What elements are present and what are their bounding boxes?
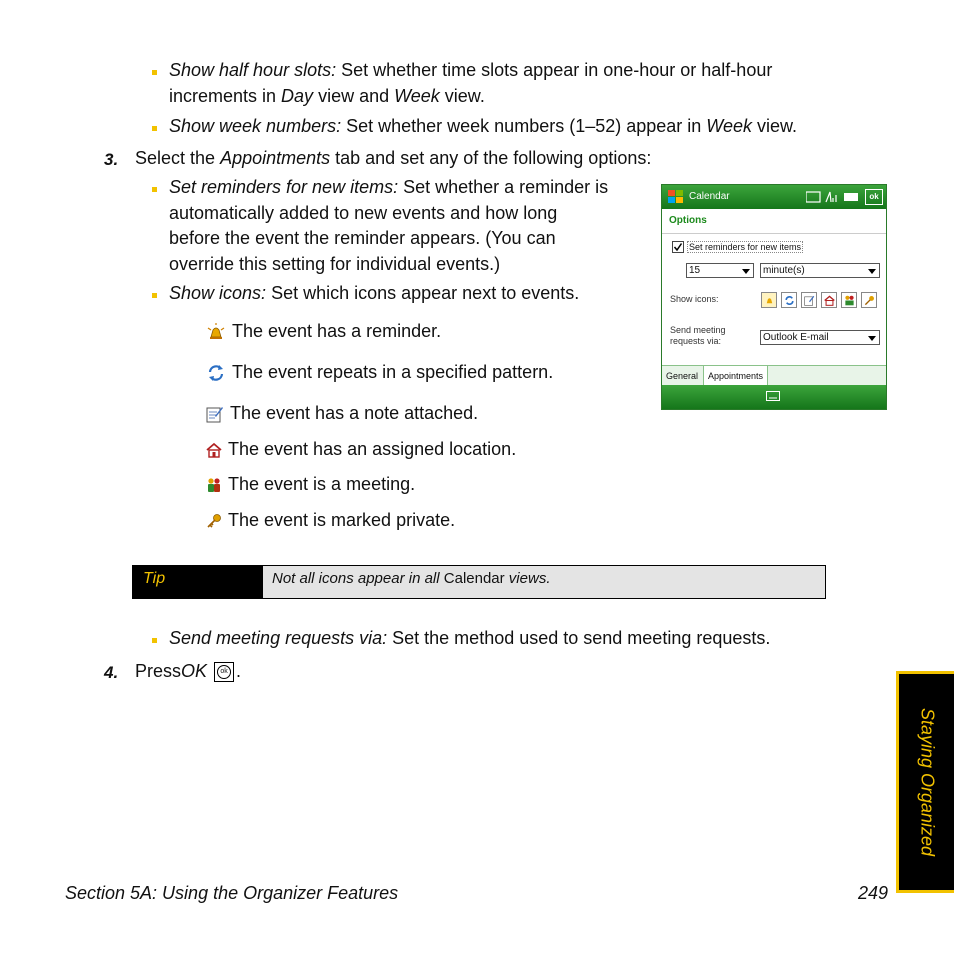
- meeting-people-icon: [844, 295, 855, 306]
- toggle-recurring-icon[interactable]: [781, 292, 797, 308]
- private-key-icon: [864, 295, 875, 306]
- icon-row-reminder: The event has a reminder.: [206, 321, 441, 342]
- step-number: 3.: [104, 150, 119, 169]
- tip-text: Not all icons appear in all Calendar views.: [263, 566, 825, 598]
- location-house-icon: [824, 295, 835, 306]
- toggle-meeting-icon[interactable]: [841, 292, 857, 308]
- options-heading: Options: [669, 215, 707, 226]
- phone-tab-bar: [662, 365, 886, 386]
- step-number: 4.: [104, 663, 119, 682]
- chevron-down-icon: [868, 336, 876, 341]
- bullet-marker: [152, 638, 157, 643]
- section-side-tab: [896, 671, 954, 893]
- recurring-arrows-icon: [206, 363, 226, 383]
- icon-row-location: The event has an assigned location.: [206, 439, 516, 460]
- bullet-set-reminders: Set reminders for new items: Set whether a reminder is automatically added to new events and how long before the event the reminder appears. (You can override this setting for individual events.): [169, 177, 609, 274]
- reminder-bell-icon: [206, 322, 226, 342]
- step-4-text: Press OK ok .: [135, 661, 242, 681]
- icon-row-recurring: The event repeats in a specified pattern.: [206, 362, 553, 383]
- toggle-location-icon[interactable]: [821, 292, 837, 308]
- status-icons: [806, 191, 862, 203]
- calendar-options-screenshot: [661, 184, 887, 410]
- side-tab-label: Staying Organized: [917, 707, 937, 857]
- location-house-icon: [206, 442, 222, 458]
- toggle-private-icon[interactable]: [861, 292, 877, 308]
- bullet-marker: [152, 187, 157, 192]
- icon-row-meeting: The event is a meeting.: [206, 474, 415, 495]
- bullet-marker: [152, 126, 157, 131]
- phone-title: Calendar: [689, 191, 730, 202]
- tab-general[interactable]: General: [666, 371, 699, 381]
- show-icons-label: Show icons:: [670, 294, 719, 304]
- ok-button[interactable]: ok: [865, 189, 883, 205]
- icon-row-note: The event has a note attached.: [206, 403, 478, 424]
- tip-label: Tip: [133, 566, 263, 598]
- footer-section-title: Section 5A: Using the Organizer Features: [65, 883, 399, 903]
- set-reminders-checkbox[interactable]: [672, 241, 684, 253]
- toggle-note-icon[interactable]: [801, 292, 817, 308]
- tab-appointments[interactable]: Appointments: [703, 366, 768, 386]
- bullet-marker: [152, 70, 157, 75]
- ok-key-icon: ok: [214, 662, 234, 682]
- tip-box: [132, 565, 826, 599]
- icon-row-private: The event is marked private.: [206, 510, 455, 531]
- phone-bottom-bar: [662, 385, 886, 409]
- footer-page-number: 249: [858, 883, 889, 903]
- checkmark-icon: [673, 242, 683, 252]
- bullet-week-numbers: Show week numbers: Set whether week numbers (1–52) appear in Week view.: [169, 116, 798, 136]
- phone-title-bar: [662, 185, 886, 209]
- reminder-unit-select[interactable]: minute(s): [760, 263, 880, 278]
- note-icon: [804, 295, 815, 306]
- private-key-icon: [206, 513, 222, 529]
- divider: [662, 233, 886, 234]
- term: Show half hour slots:: [169, 60, 337, 80]
- bullet-half-hour-slots: Show half hour slots: Set whether time slots appear in one-hour or half-hour increments in Day view and Week view.: [169, 60, 773, 106]
- reminder-amount-select[interactable]: 15: [686, 263, 754, 278]
- note-icon: [206, 405, 224, 423]
- bullet-marker: [152, 293, 157, 298]
- meeting-people-icon: [206, 477, 222, 493]
- toggle-reminder-icon[interactable]: [761, 292, 777, 308]
- send-via-label: Send meeting requests via:: [670, 325, 726, 346]
- recurring-arrows-icon: [784, 295, 795, 306]
- send-via-select[interactable]: Outlook E-mail: [760, 330, 880, 345]
- reminder-bell-icon: [764, 295, 775, 306]
- bullet-show-icons: Show icons: Set which icons appear next to events.: [169, 283, 580, 303]
- chevron-down-icon: [742, 269, 750, 274]
- keyboard-icon[interactable]: [766, 391, 780, 401]
- step-3-text: Select the Appointments tab and set any of the following options:: [135, 148, 652, 168]
- chevron-down-icon: [868, 269, 876, 274]
- bullet-send-meeting: Send meeting requests via: Set the method used to send meeting requests.: [169, 628, 771, 648]
- windows-start-icon: [668, 190, 683, 204]
- set-reminders-label[interactable]: Set reminders for new items: [689, 242, 802, 252]
